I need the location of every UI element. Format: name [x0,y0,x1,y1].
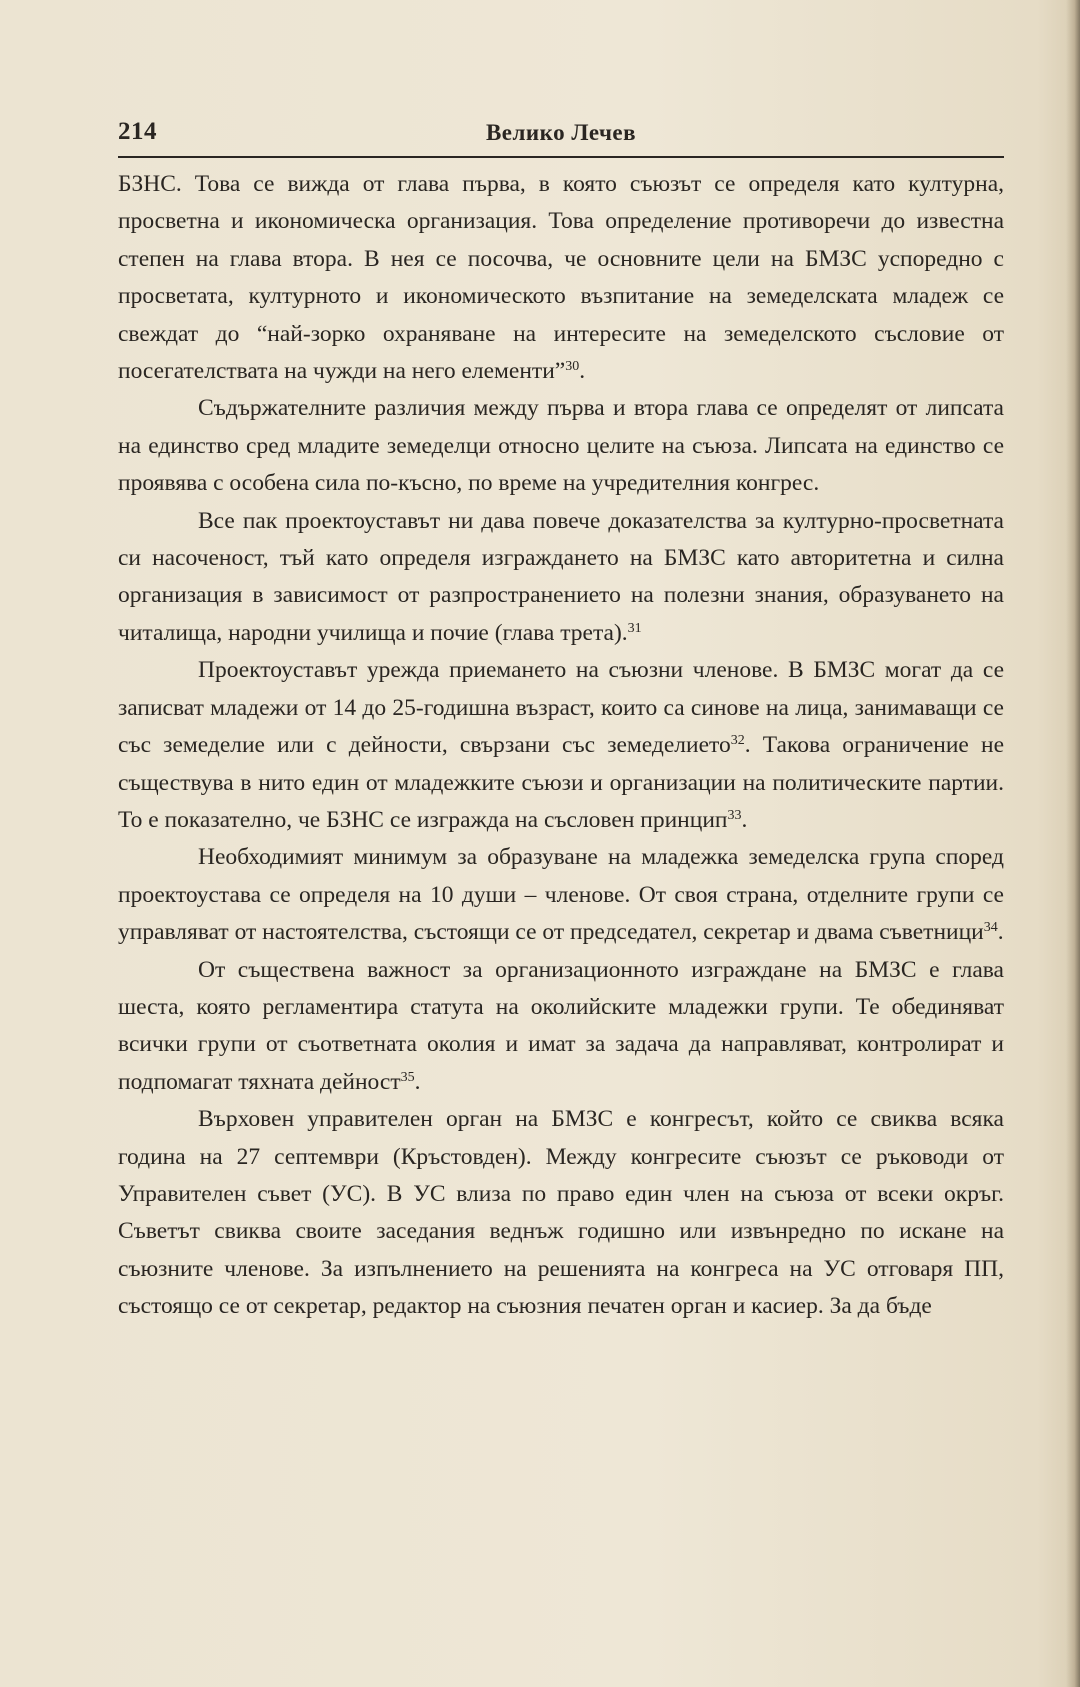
paragraph-5-tail: . [997,919,1004,946]
footnote-ref-31: 31 [627,620,642,636]
paragraph-5-text: Необходимият минимум за образуване на младежка земеделска група според проектоустава се определя на 10 души – членове. От своя страна, отделните групи се управляват от настоятелства, състоящи се от председател, секретар и двама съветници [118,844,1004,946]
paragraph-2 [118,390,1004,502]
paragraph-1-tail: . [579,358,586,385]
paragraph-7-text: Върховен управителен орган на БМЗС е конгресът, който се свиква всяка година на 27 септември (Кръстовден). Между конгресите съюзът се ръководи от Управителен съвет (УС). В УС влиза по право един член на съюза от всеки окръг. Съветът свиква своите заседания веднъж годишно или извънредно по искане на съюзните членове. За изпълнението на решенията на конгреса на УС отговаря ПП, състоящо се от секретар, редактор на съюзния печатен орган и касиер. За да бъде [118,1106,1004,1320]
body-text [118,166,1004,1326]
paragraph-5 [118,839,1004,951]
paragraph-4-tail2: . [741,806,748,833]
paragraph-6-text: От съществена важност за организационното изграждане на БМЗС е глава шеста, която регламентира статута на околийските младежки групи. Те обединяват всички групи от съответната околия и имат за задача да направляват, контролират и подпомагат тяхната дейност [118,956,1004,1095]
paragraph-4-text: Проектоуставът урежда приемането на съюзни членове. В БМЗС могат да се записват младежи от 14 до 25-годишна възраст, които са синове на лица, занимаващи се със земеделие или с дейности, свързани със земеделието [118,657,1004,759]
footnote-ref-35: 35 [400,1069,415,1085]
paragraph-3-text: Все пак проектоуставът ни дава повече доказателства за културно-просветната си насоченост, тъй като определя изграждането на БМЗС като авторитетна и силна организация в зависимост от разпространението на полезни знания, образуването на читалища, народни училища и почие (глава трета). [118,507,1004,646]
paragraph-6 [118,952,1004,1102]
running-head-author: Велико Лечев [485,120,637,145]
paragraph-2-text: Съдържателните различия между първа и втора глава се определят от липсата на единство сред младите земеделци относно целите на съюза. Липсата на единство се проявява с особена сила по-късно, по време на учредителния конгрес. [118,395,1004,497]
paragraph-4 [118,652,1004,839]
page-edge-shadow [1066,0,1080,1687]
paragraph-1-text: БЗНС. Това се вижда от глава първа, в която съюзът се определя като културна, просветна и икономическа организация. Това определение противоречи до известна степен на глава втора. В нея се посочва, че основните цели на БМЗС успоредно с просветата, културното и икономическото възпитание на земеделската младеж се свеждат до “най-зорко охраняване на интересите на земеделското съсловие от посегателствата на чужди на него елементи” [118,171,1004,385]
page-number: 214 [118,118,157,145]
paragraph-7 [118,1101,1004,1325]
footnote-ref-30: 30 [565,359,580,375]
page-header [118,118,1004,154]
header-rule [118,156,1004,158]
paragraph-3 [118,503,1004,653]
footnote-ref-33: 33 [727,807,742,823]
footnote-ref-34: 34 [983,920,998,936]
footnote-ref-32: 32 [730,733,745,749]
paragraph-1 [118,166,1004,390]
paragraph-4-tail: . Такова ограничение не съществува в нито един от младежките съюзи и организации на политическите партии. То е показателно, че БЗНС се изгражда на съсловен принцип [118,732,1005,833]
paragraph-6-tail: . [414,1068,421,1095]
